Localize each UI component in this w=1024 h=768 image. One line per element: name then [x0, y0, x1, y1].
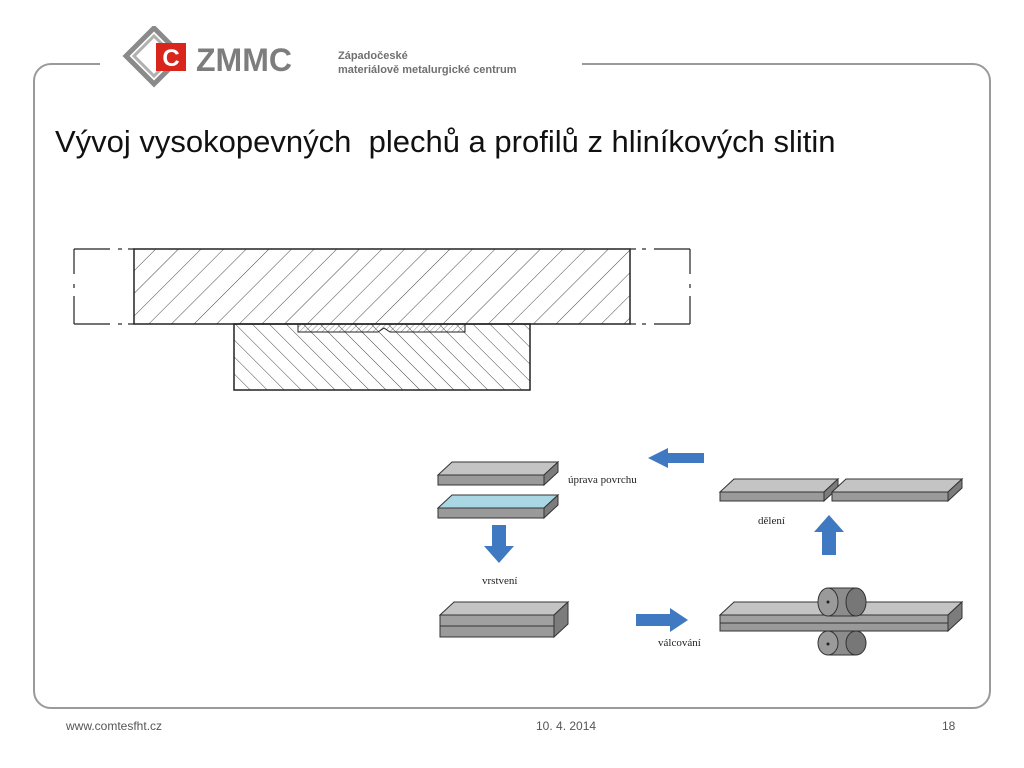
logo-line1: Západočeské [338, 50, 408, 62]
label-rolling: válcování [658, 637, 701, 649]
layered-stack [440, 602, 568, 637]
label-cutting: dělení [758, 515, 785, 527]
label-layering: vrstvení [482, 575, 518, 587]
arrow-up-icon [814, 515, 844, 555]
slide-title: Vývoj vysokopevných plechů a profilů z hliníkových slitin [55, 124, 836, 159]
die-cross-section-drawing [70, 244, 695, 394]
footer-date: 10. 4. 2014 [536, 719, 597, 733]
footer-website: www.comtesfht.cz [66, 719, 163, 733]
logo-wordmark: ZMMC [196, 42, 292, 78]
arrow-down-icon [484, 525, 514, 563]
arrow-left-icon [648, 448, 704, 468]
lower-roll-icon [818, 631, 866, 655]
upper-block [134, 249, 630, 324]
logo-c-letter: C [162, 45, 180, 72]
label-surface-treatment: úprava povrchu [568, 474, 637, 486]
sheet-treated-plate [438, 495, 558, 518]
divided-sheet-left [720, 479, 838, 501]
divided-sheet-right [832, 479, 962, 501]
process-diagram [430, 440, 970, 670]
logo-line2: materiálově metalurgické centrum [338, 64, 517, 76]
left-extension-lines [74, 249, 134, 324]
sheet-top-plate [438, 462, 558, 485]
lower-block [234, 324, 530, 390]
footer-page-number: 18 [942, 719, 956, 733]
arrow-right-icon [636, 608, 688, 632]
right-extension-lines [630, 249, 690, 324]
zmmc-logo [118, 26, 588, 92]
upper-roll-icon [818, 588, 866, 616]
